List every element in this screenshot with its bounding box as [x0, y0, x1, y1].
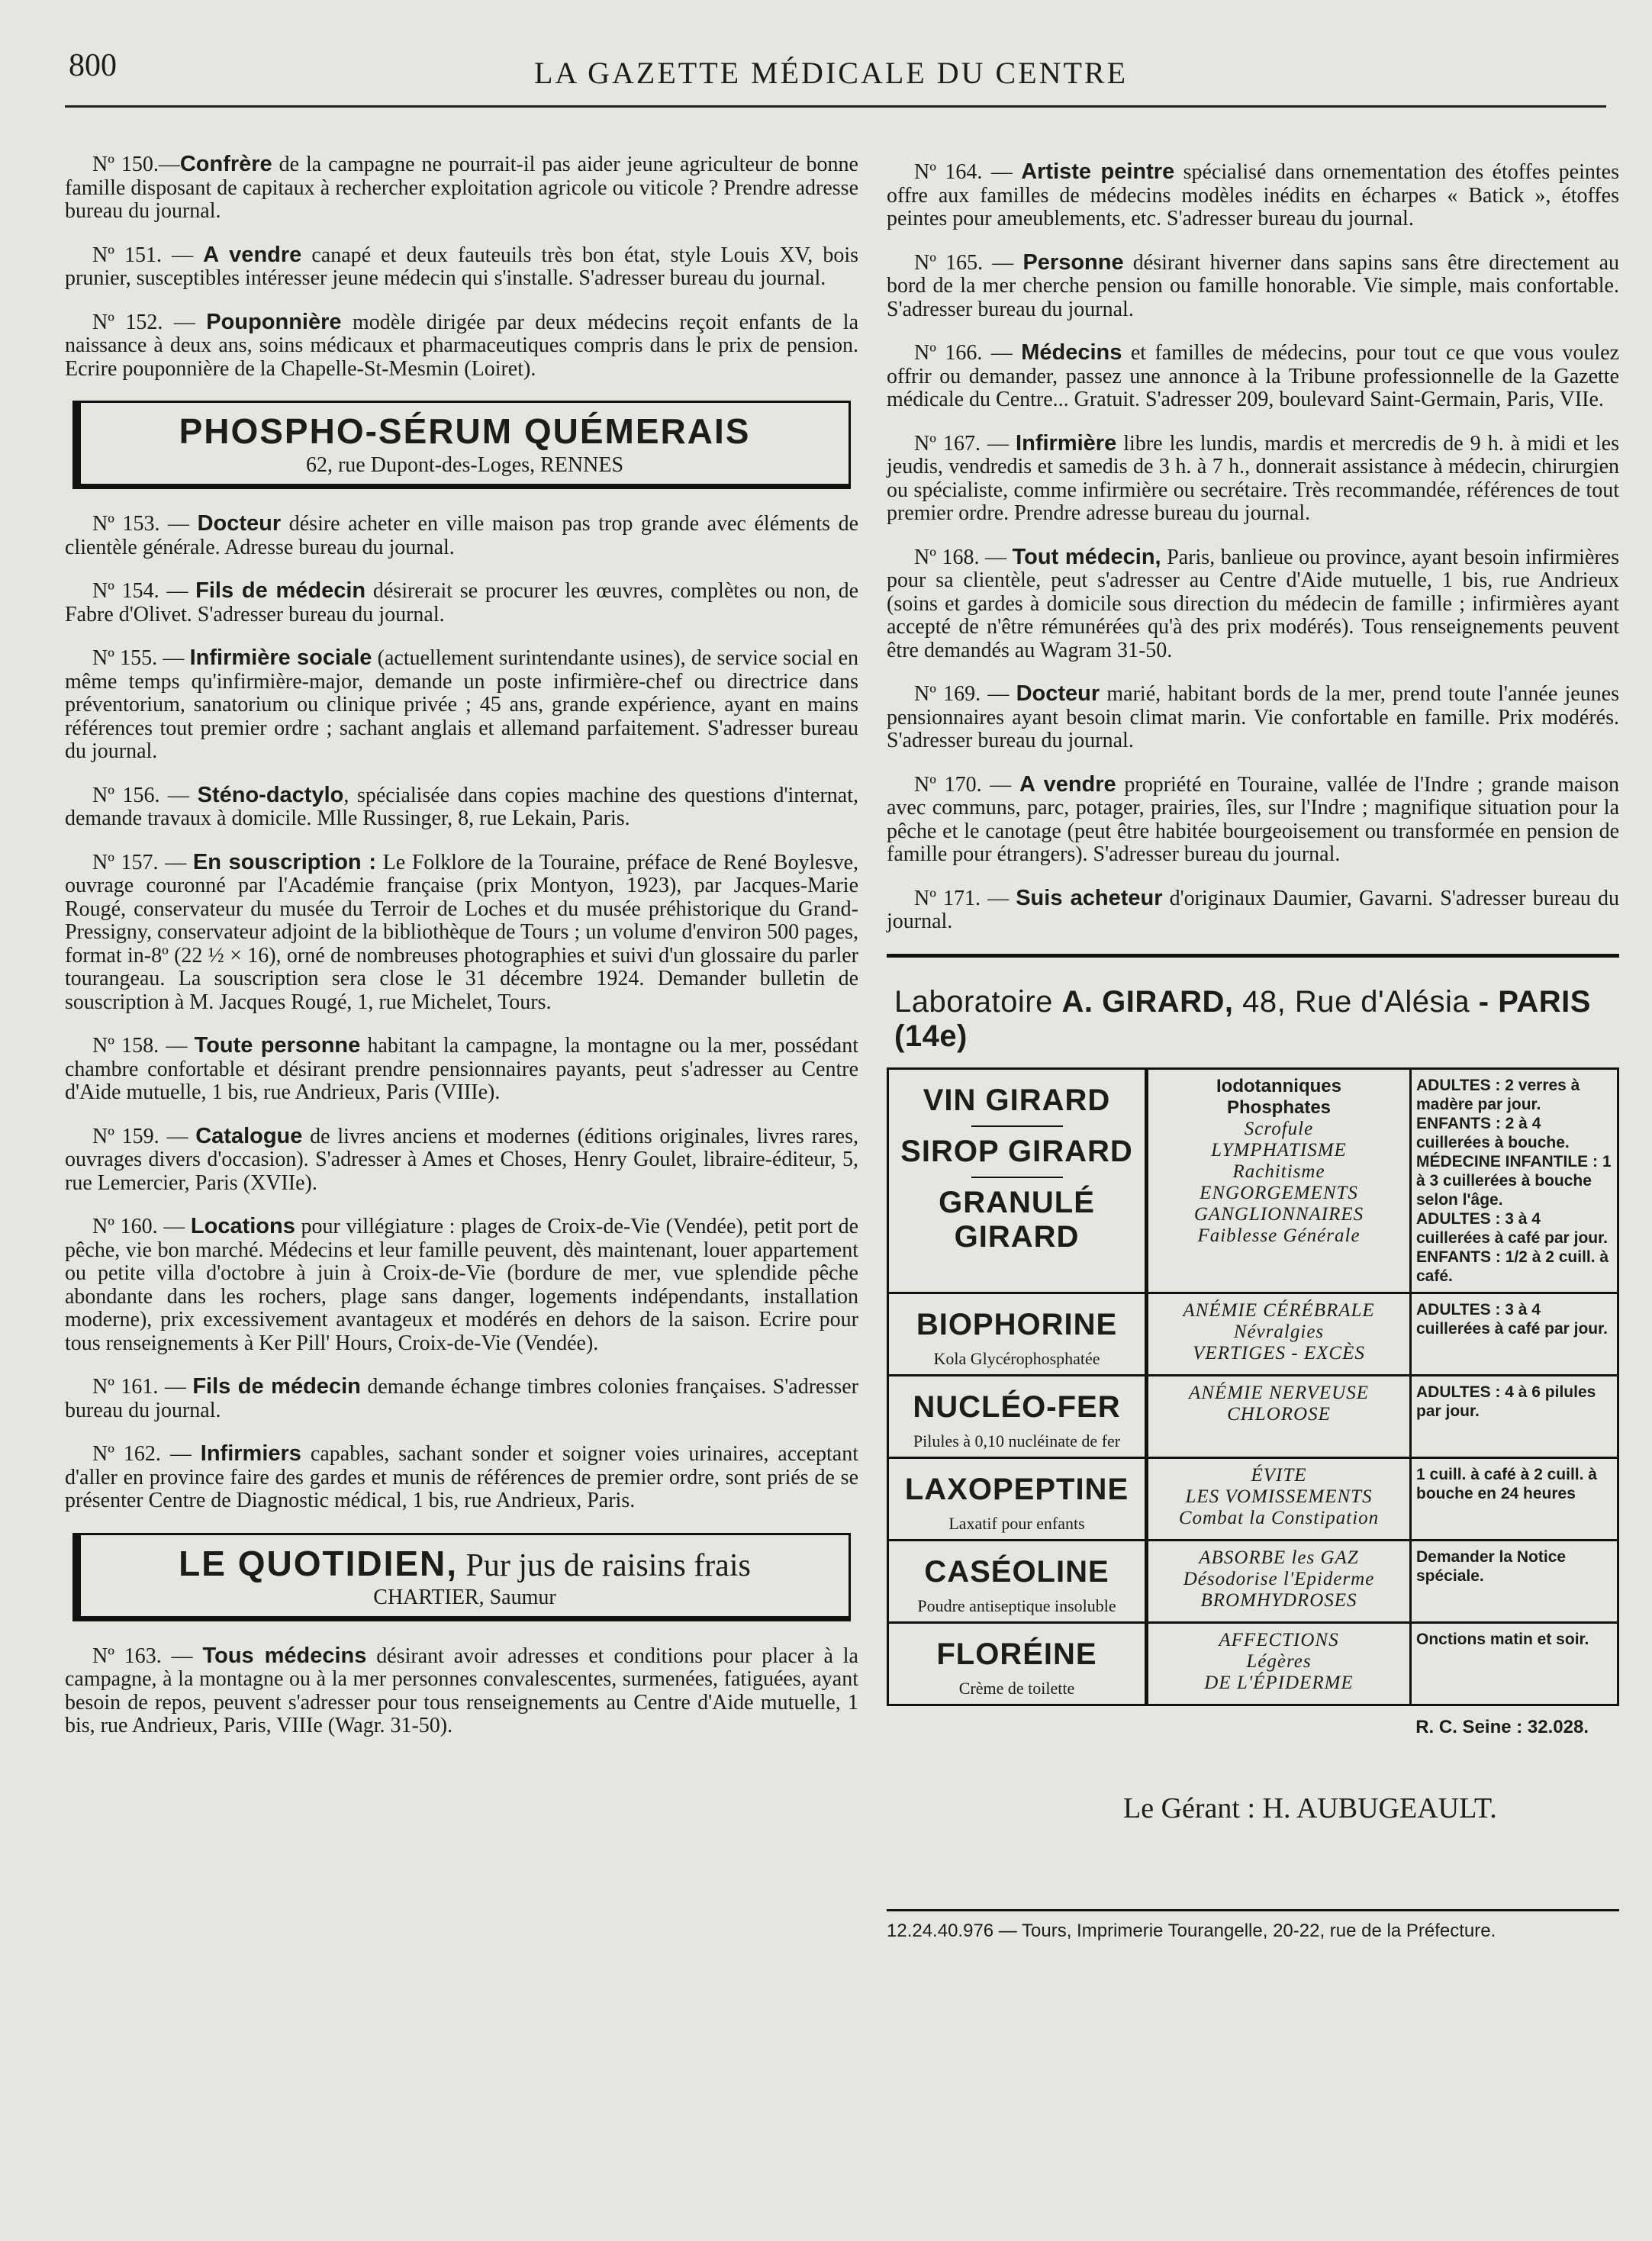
ad-text: marié, habitant bords de la mer, prend toute l'année jeunes pensionnaires ayant besoin climat marin. Vie confortable en famille. Prix modérés. S'adresser bureau du journal.	[887, 682, 1620, 752]
indication-cell	[1148, 1457, 1412, 1539]
classified-ad	[65, 1375, 858, 1422]
indication-cell	[1148, 1539, 1412, 1621]
ad-keyword: Médecins	[1021, 340, 1122, 365]
ad-text: demande échange timbres colonies françaises. S'adresser bureau du journal.	[65, 1375, 859, 1422]
ad-text: pour villégiature : plages de Croix-de-Vie (Vendée), petit port de pêche, vie bon marché. Médecins et leur famille peuvent, dès maintenant, louer appartement ou petite villa d'octobre à juin à Croix-de-Vie (bordure de mer, vue splendide pêche abondante dans les rochers, plage sans danger, logements indépendants, installation moderne), prix excessivement avantageux et modérés en dehors de la saison. Ecrire pour tous renseignements à Ker Pill' Hours, Croix-de-Vie (Vendée).	[65, 1215, 858, 1355]
box-title	[81, 1543, 849, 1584]
indication-line: Légères	[1246, 1650, 1312, 1672]
indication-line: Phosphates	[1226, 1096, 1332, 1118]
box-title-rest: Pur jus de raisins frais	[458, 1547, 751, 1583]
indication-line: AFFECTIONS	[1219, 1629, 1339, 1650]
dosage-line: ENFANTS : 1/2 à 2 cuill. à café.	[1416, 1248, 1609, 1285]
indication-line: Rachitisme	[1232, 1161, 1325, 1182]
lab-title	[894, 985, 1619, 1054]
ad-keyword: Artiste peintre	[1021, 159, 1175, 184]
indication-line: ANÉMIE CÉRÉBRALE	[1183, 1299, 1375, 1321]
classified-ad	[65, 1442, 858, 1513]
indication-line: ENGORGEMENTS	[1200, 1182, 1358, 1203]
classified-ad	[65, 851, 858, 1015]
classified-list-middle	[65, 512, 858, 1513]
ad-keyword: Infirmière sociale	[189, 646, 372, 670]
dosage-line: ADULTES : 4 à 6 pilules par jour.	[1416, 1383, 1596, 1420]
ad-text: de la campagne ne pourrait-il pas aider jeune agriculteur de bonne famille disposant de capitaux à rechercher exploitation agricole ou viticole ? Prendre adresse bureau du journal.	[65, 153, 858, 223]
classified-ad	[887, 341, 1619, 412]
classified-list-bottom	[65, 1644, 858, 1738]
dosage-line: Demander la Notice spéciale.	[1416, 1547, 1567, 1585]
printer-imprint: 12.24.40.976 — Tours, Imprimerie Tourangelle, 20-22, rue de la Préfecture.	[887, 1920, 1496, 1941]
ad-keyword: A vendre	[203, 242, 302, 267]
ad-keyword: Sténo-dactylo	[197, 782, 344, 807]
ad-text: (actuellement surintendante usines), de service social en même temps qu'infirmière-major, demande un poste infirmière-chef ou directrice dans préventorium, sanatorium ou clinique privée ; 45 ans, grande expérience, ayant en mains références tout premier ordre ; sachant anglais et allemand parfaitement. S'adresser bureau du journal.	[65, 646, 859, 763]
ad-keyword: Catalogue	[195, 1123, 303, 1148]
quotidien-box	[72, 1533, 851, 1621]
product-name: BIOPHORINE	[916, 1307, 1118, 1341]
ad-number: Nº 160. —	[92, 1215, 191, 1238]
ad-text: spécialisé dans ornementation des étoffes peintes offre aux familles de médecins modèles inédits en écharpes « Batick », étoffes peintes pour ameublements, etc. S'adresser bureau du journal.	[887, 160, 1619, 230]
classified-ad	[887, 682, 1619, 753]
ad-keyword: Confrère	[179, 152, 272, 176]
ad-keyword: Tous médecins	[202, 1643, 367, 1668]
dosage-line: ADULTES : 3 à 4 cuillerées à café par jour.	[1416, 1300, 1608, 1338]
ad-keyword: Docteur	[197, 511, 282, 536]
dosage-cell	[1412, 1457, 1617, 1539]
ad-number: Nº 169. —	[914, 682, 1016, 706]
indication-line: Névralgies	[1233, 1321, 1325, 1342]
ad-keyword: Infirmiers	[200, 1441, 301, 1466]
box-title: PHOSPHO-SÉRUM QUÉMERAIS	[179, 411, 751, 451]
product-name: CASÉOLINE	[924, 1554, 1109, 1589]
ad-keyword: En souscription :	[192, 849, 376, 874]
product-name: GRANULÉ GIRARD	[939, 1185, 1095, 1254]
indication-line: ABSORBE les GAZ	[1199, 1547, 1359, 1568]
product-name: SIROP GIRARD	[900, 1134, 1133, 1168]
classified-ad	[887, 251, 1619, 322]
journal-title: LA GAZETTE MÉDICALE DU CENTRE	[534, 56, 1129, 90]
product-subtitle: Kola Glycérophosphatée	[933, 1348, 1100, 1368]
dosage-cell	[1412, 1070, 1617, 1292]
product-divider	[971, 1125, 1063, 1127]
product-cell	[889, 1457, 1148, 1539]
ad-keyword: A vendre	[1019, 771, 1116, 797]
classified-ad	[65, 153, 858, 224]
dosage-cell	[1412, 1292, 1617, 1374]
classified-list-top	[65, 153, 858, 381]
ad-number: Nº 157. —	[92, 850, 193, 874]
ad-text: capables, sachant sonder et soigner voies urinaires, acceptant d'aller en province faire des gardes et munis de références de premier ordre, sont priés de se présenter Centre de Diagnostic médical, 1 bis, rue Andrieux, Paris.	[65, 1442, 859, 1512]
ad-keyword: Personne	[1022, 250, 1124, 275]
classified-ad	[65, 1125, 858, 1196]
lab-title-main: A. GIRARD,	[1061, 984, 1234, 1019]
indication-cell	[1148, 1070, 1412, 1292]
classified-ad	[65, 579, 858, 626]
ad-keyword: Fils de médecin	[195, 578, 366, 603]
classified-ad	[65, 646, 858, 764]
right-column	[887, 160, 1619, 1942]
indication-line: Scrofule	[1244, 1118, 1314, 1139]
ad-number: Nº 152. —	[92, 310, 207, 334]
lab-title-city: - PARIS (14e)	[894, 984, 1591, 1053]
imprint-rule	[887, 1909, 1619, 1911]
classified-ad	[887, 432, 1619, 526]
indication-line: ÉVITE	[1251, 1464, 1307, 1486]
indication-line: Combat la Constipation	[1178, 1507, 1380, 1528]
product-cell	[889, 1292, 1148, 1374]
indication-cell	[1148, 1621, 1412, 1704]
classified-ad	[65, 1215, 858, 1355]
product-cell	[889, 1621, 1148, 1704]
dosage-line: MÉDECINE INFANTILE : 1 à 3 cuillerées à bouche selon l'âge.	[1416, 1152, 1612, 1209]
lab-title-address: 48, Rue d'Alésia	[1233, 984, 1470, 1019]
indication-line: LES VOMISSEMENTS	[1185, 1486, 1373, 1507]
registry-number: R. C. Seine : 32.028.	[1415, 1716, 1589, 1737]
indication-line: LYMPHATISME	[1211, 1139, 1347, 1161]
ad-text: , spécialisée dans copies machine des questions d'internat, demande travaux à domicile. Mlle Russinger, 8, rue Lekain, Paris.	[65, 783, 858, 830]
ad-text: Le Folklore de la Touraine, préface de René Boylesve, ouvrage couronné par l'Académie française (prix Montyon, 1923), par Jacques-Marie Rougé, conservateur du musée du Terroir de Loches et du musée préhistorique du Grand-Pressigny, conservateur adjoint de la bibliothèque de Tours ; un volume d'environ 500 pages, format in-8º (22 ½ × 16), orné de nombreuses photographies et suivi d'un glossaire du parler tourangeau. La souscription sera close le 31 décembre 1924. Demander bulletin de souscription à M. Jacques Rougé, 1, rue Michelet, Tours.	[65, 850, 859, 1014]
section-rule	[887, 954, 1619, 958]
product-subtitle: Crème de toilette	[958, 1678, 1075, 1698]
dosage-line: Onctions matin et soir.	[1416, 1630, 1589, 1648]
gerant-line	[1123, 1792, 1619, 1825]
dosage-line: ENFANTS : 2 à 4 cuillerées à bouche.	[1416, 1114, 1570, 1151]
ad-keyword: Toute personne	[194, 1033, 361, 1058]
ad-number: Nº 153. —	[92, 512, 198, 536]
ad-text: et familles de médecins, pour tout ce que vous voulez offrir ou demander, passez une annonce à la Tribune professionnelle de la Gazette médicale du Centre... Gratuit. S'adresser 209, boulevard Saint-Germain, Paris, VIIe.	[887, 341, 1620, 411]
ad-number: Nº 159. —	[92, 1124, 196, 1148]
indication-line: DE L'ÉPIDERME	[1204, 1672, 1354, 1693]
ad-text: canapé et deux fauteuils très bon état, style Louis XV, bois prunier, susceptibles intéresser jeune médecin qui s'installe. S'adresser bureau du journal.	[65, 243, 858, 290]
ad-number: Nº 170. —	[914, 772, 1019, 797]
dosage-line: 1 cuill. à café à 2 cuill. à bouche en 24 heures	[1416, 1465, 1597, 1502]
classified-ad	[65, 512, 858, 559]
ad-number: Nº 151. —	[92, 243, 204, 267]
ad-keyword: Fils de médecin	[192, 1374, 361, 1399]
indication-cell	[1148, 1374, 1412, 1457]
ad-keyword: Docteur	[1016, 681, 1100, 706]
indication-line: Iodotanniques	[1216, 1075, 1341, 1096]
page-number: 800	[69, 48, 117, 83]
product-subtitle: Laxatif pour enfants	[948, 1513, 1085, 1533]
ad-number: Nº 163. —	[92, 1644, 203, 1668]
ad-keyword: Infirmière	[1016, 430, 1117, 456]
ad-text: Paris, banlieue ou province, ayant besoin infirmières pour sa clientèle, peut s'adresser au Centre d'Aide mutuelle, 1 bis, rue Andrieux (soins et gardes à domicile sous direction du médecin de famille ; infirmières ayant accepté de n'être rémunérées qu'à des prix modérés). Tous renseignements peuvent être demandés au Wagram 31-50.	[887, 545, 1620, 662]
ad-number: Nº 155. —	[92, 646, 190, 670]
classified-ad	[65, 1644, 858, 1738]
ad-text: désirant hiverner dans sapins sans être directement au bord de la mer cherche pension ou famille honorable. Vie simple, mais confortable. S'adresser bureau du journal.	[887, 250, 1619, 321]
product-subtitle: Poudre antiseptique insoluble	[917, 1595, 1116, 1615]
ad-keyword: Locations	[190, 1214, 295, 1238]
box-title-strong: LE QUOTIDIEN,	[179, 1543, 459, 1583]
ad-text: propriété en Touraine, vallée de l'Indre ; grande maison avec communs, parc, potager, prairies, îles, sur l'Indre ; magnifique situation pour la pêche et le canotage (peut être habitée bourgeoisement ou transformée en pension de famille pour étrangers). S'adresser bureau du journal.	[887, 772, 1619, 866]
ad-number: Nº 150.—	[92, 153, 180, 176]
indication-line: Faiblesse Générale	[1197, 1225, 1361, 1246]
ad-number: Nº 161. —	[92, 1375, 193, 1399]
product-name: FLORÉINE	[936, 1637, 1097, 1671]
indication-line: BROMHYDROSES	[1200, 1589, 1357, 1611]
indication-cell	[1148, 1292, 1412, 1374]
classified-ad	[65, 784, 858, 831]
ad-keyword: Tout médecin,	[1012, 544, 1161, 569]
ad-number: Nº 165. —	[914, 250, 1023, 275]
indication-line: ANÉMIE NERVEUSE	[1188, 1382, 1370, 1403]
ad-text: désirerait se procurer les œuvres, complètes ou non, de Fabre d'Olivet. S'adresser bureau du journal.	[65, 579, 858, 626]
dosage-line: ADULTES : 2 verres à madère par jour.	[1416, 1076, 1580, 1113]
ad-text: habitant la campagne, la montagne ou la mer, possédant chambre confortable et désirant prendre pensionnaires payants, peut s'adresser au Centre d'Aide mutuelle, 1 bis, rue Andrieux, Paris (VIIIe).	[65, 1034, 858, 1104]
box-address: CHARTIER, Saumur	[373, 1585, 556, 1609]
product-cell	[889, 1374, 1148, 1457]
ad-keyword: Suis acheteur	[1016, 885, 1163, 910]
box-address: 62, rue Dupont-des-Loges, RENNES	[305, 453, 624, 477]
product-name: NUCLÉO-FER	[913, 1389, 1121, 1424]
ad-text: libre les lundis, mardis et mercredis de 9 h. à midi et les jeudis, vendredis et samedis de 3 h. à 7 h., donnerait assistance à médecin, chirurgien ou spécialiste, comme infirmière ou secrétaire. Très recommandée, références de tout premier ordre. Prendre adresse bureau du journal.	[887, 431, 1619, 525]
ad-number: Nº 158. —	[92, 1034, 195, 1058]
product-divider	[971, 1177, 1063, 1178]
ad-number: Nº 164. —	[914, 160, 1022, 184]
indication-line: Désodorise l'Epiderme	[1183, 1568, 1375, 1589]
indication-line: GANGLIONNAIRES	[1193, 1203, 1364, 1225]
dosage-cell	[1412, 1539, 1617, 1621]
product-subtitle: Pilules à 0,10 nucléinate de fer	[913, 1431, 1121, 1451]
dosage-cell	[1412, 1374, 1617, 1457]
classified-ad	[887, 773, 1619, 867]
ad-number: Nº 171. —	[914, 886, 1016, 910]
classified-ad	[887, 887, 1619, 934]
ad-number: Nº 166. —	[914, 341, 1022, 365]
classified-ad	[887, 546, 1619, 663]
product-cell	[889, 1070, 1148, 1292]
product-table	[887, 1067, 1619, 1706]
dosage-line: ADULTES : 3 à 4 cuillerées à café par jour.	[1416, 1209, 1608, 1247]
ad-number: Nº 154. —	[92, 579, 196, 603]
classified-ad	[65, 1034, 858, 1105]
ad-keyword: Pouponnière	[206, 309, 342, 334]
product-cell	[889, 1539, 1148, 1621]
left-column	[65, 153, 858, 1758]
ad-text: désire acheter en ville maison pas trop grande avec éléments de clientèle générale. Adresse bureau du journal.	[65, 512, 858, 559]
ad-text: d'originaux Daumier, Gavarni. S'adresser bureau du journal.	[887, 886, 1619, 933]
product-name: LAXOPEPTINE	[904, 1472, 1129, 1506]
phospho-serum-box	[72, 401, 851, 489]
gerant-name: H. AUBUGEAULT.	[1262, 1792, 1497, 1824]
indication-line: CHLOROSE	[1227, 1403, 1331, 1425]
gerant-label: Le Gérant :	[1123, 1792, 1263, 1824]
ad-number: Nº 156. —	[92, 783, 198, 807]
ad-number: Nº 162. —	[92, 1442, 201, 1466]
ad-number: Nº 167. —	[914, 431, 1016, 456]
classified-ad	[65, 311, 858, 382]
classified-ad	[65, 243, 858, 291]
ad-text: de livres anciens et modernes (éditions originales, livres rares, ouvrages divers d'occasion). S'adresser à Ames et Choses, Henry Goulet, libraire-éditeur, 5, rue Lemercier, Paris (XVIIe).	[65, 1124, 858, 1195]
dosage-cell	[1412, 1621, 1617, 1704]
lab-title-prefix: Laboratoire	[894, 984, 1062, 1019]
header-rule	[65, 105, 1606, 108]
indication-line: VERTIGES - EXCÈS	[1193, 1342, 1365, 1364]
ad-text: modèle dirigée par deux médecins reçoit enfants de la naissance à deux ans, soins médicaux et pharmaceutiques compris dans le prix de pension. Ecrire pouponnière de la Chapelle-St-Mesmin (Loiret).	[65, 310, 858, 381]
ad-text: désirant avoir adresses et conditions pour placer à la campagne, à la montagne ou à la mer personnes convalescentes, surmenées, fatiguées, ayant besoin de repos, peuvent s'adresser pour tous renseignements au Centre d'Aide mutuelle, 1 bis, rue Andrieux, Paris, VIIIe (Wagr. 31-50).	[65, 1644, 858, 1737]
classified-list-right	[887, 160, 1619, 934]
product-name: VIN GIRARD	[923, 1083, 1111, 1117]
ad-number: Nº 168. —	[914, 545, 1013, 569]
classified-ad	[887, 160, 1619, 231]
